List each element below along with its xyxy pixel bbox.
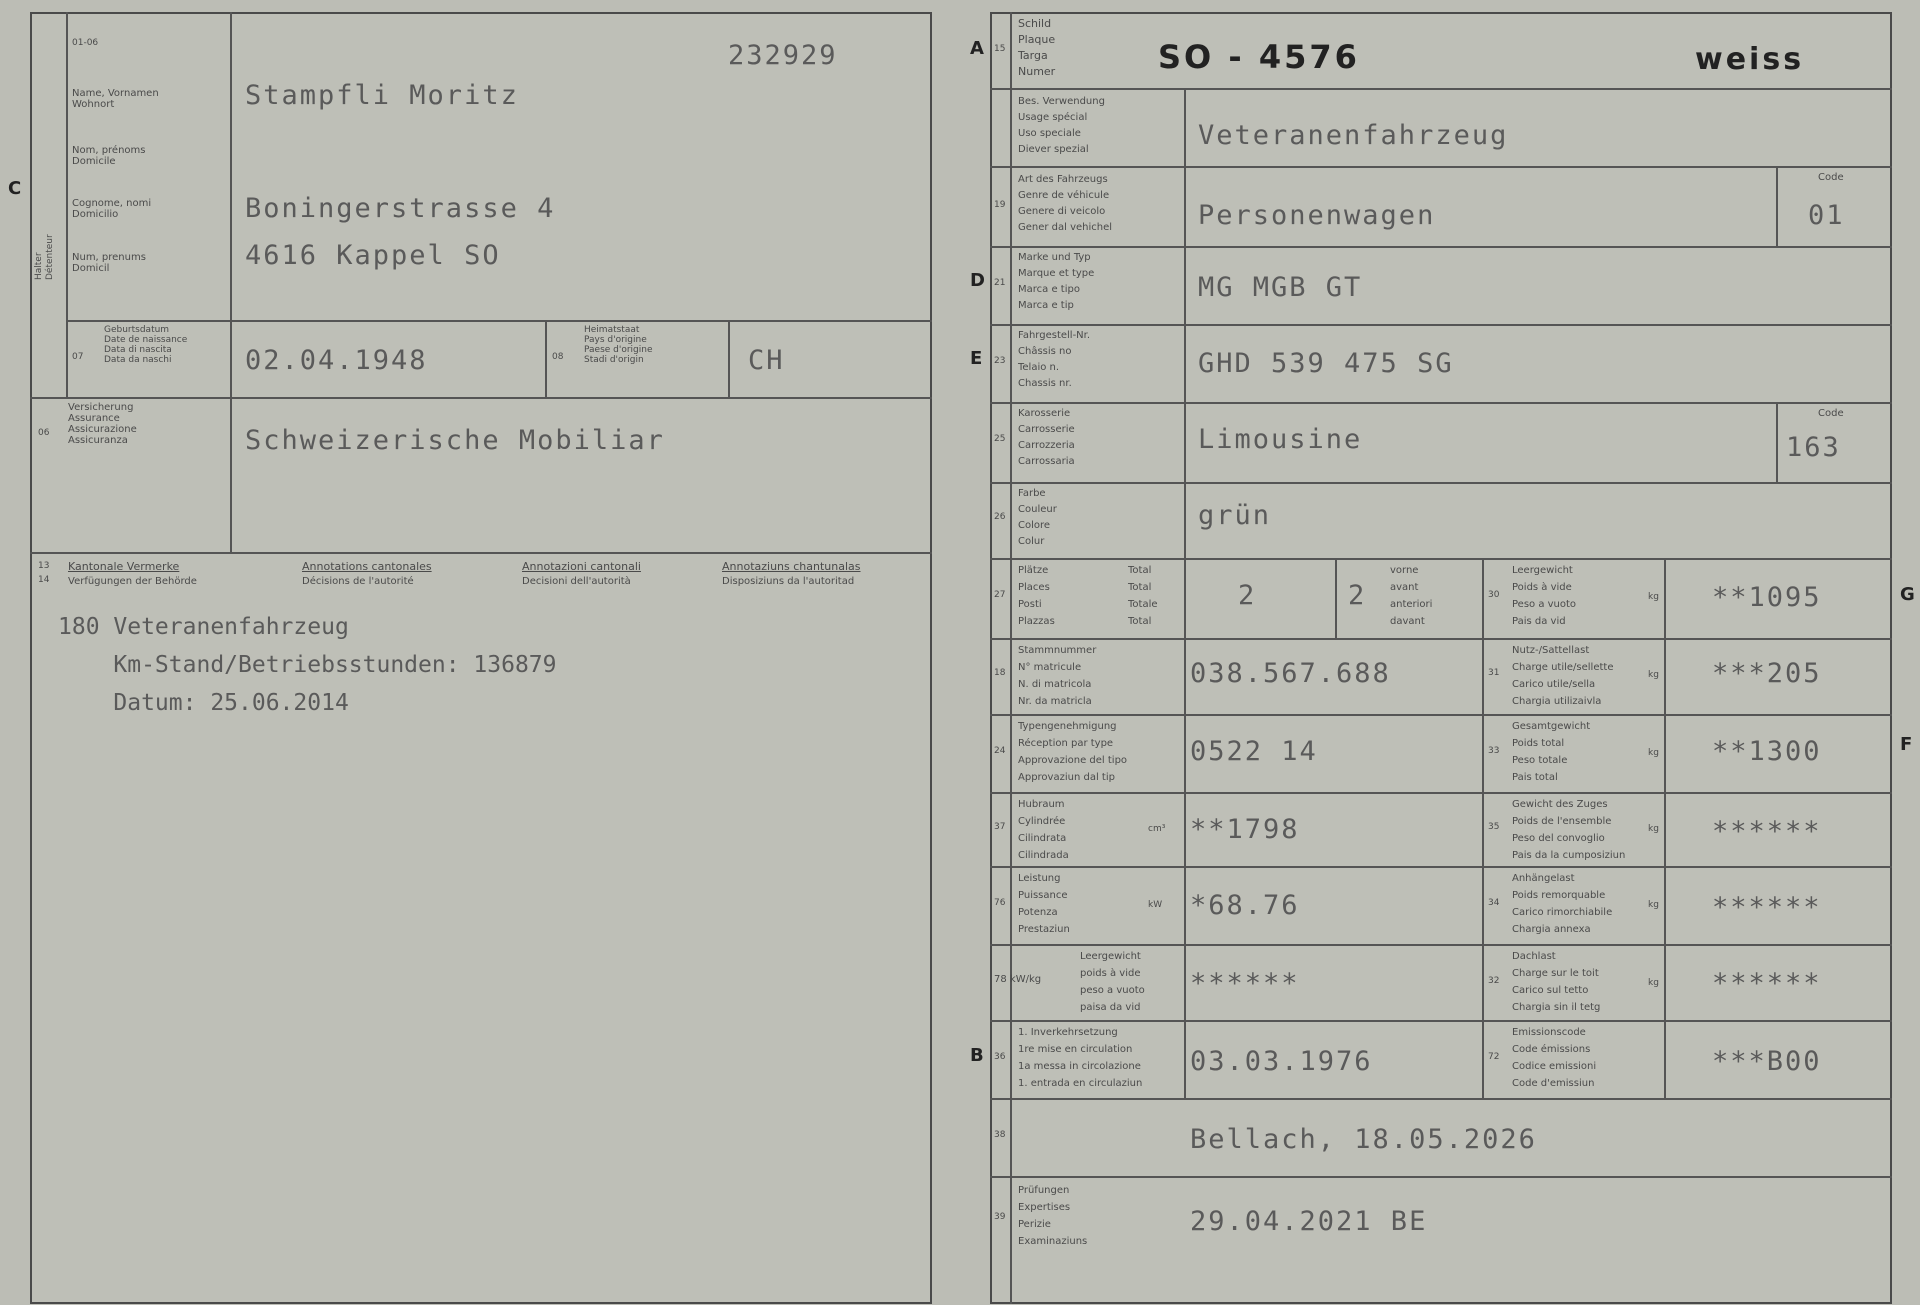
seats-label: Plätze Places Posti Plazzas [1018, 565, 1055, 627]
cantonal-notes-rm: Annotaziuns chantunalas [722, 560, 861, 573]
displacement-label: Hubraum Cylindrée Cilindrata Cilindrada [1018, 799, 1069, 861]
kg-unit-32: kg [1648, 978, 1659, 988]
holder-street: Boningerstrasse 4 [245, 193, 556, 224]
roof-load: ****** [1712, 968, 1822, 999]
first-registration: 03.03.1976 [1190, 1046, 1373, 1077]
holder-name: Stampfli Moritz [245, 80, 519, 111]
label-name-4: Num, prenums Domicil [72, 252, 146, 274]
field-39-number: 39 [994, 1212, 1006, 1222]
field-27-number: 27 [994, 590, 1006, 600]
field-21-number: 21 [994, 278, 1006, 288]
label-name-1: Name, Vornamen Wohnort [72, 88, 159, 110]
kg-unit-31: kg [1648, 670, 1659, 680]
marker-f: F [1900, 734, 1913, 755]
payload-label: Nutz-/Sattellast Charge utile/sellette Carico utile/sella Chargia utilizaivla [1512, 645, 1614, 707]
remark-line-3: Datum: 25.06.2014 [58, 690, 349, 716]
payload: ***205 [1712, 658, 1822, 689]
chassis-label: Fahrgestell-Nr. Châssis no Telaio n. Chassis nr. [1018, 330, 1091, 389]
field-18-number: 18 [994, 668, 1006, 678]
field-06-number: 06 [38, 428, 50, 438]
special-use: Veteranenfahrzeug [1198, 120, 1509, 151]
origin-label: Heimatstaat Pays d'origine Paese d'origine Stadi d'origin [584, 325, 653, 365]
field-23-number: 23 [994, 356, 1006, 366]
cantonal-notes-de: Kantonale Vermerke [68, 560, 180, 573]
vehicle-type-code: 01 [1808, 200, 1845, 231]
field-38-number: 38 [994, 1130, 1006, 1140]
cantonal-notes-it: Annotazioni cantonali [522, 560, 641, 573]
authority-de: Verfügungen der Behörde [68, 576, 197, 587]
field-24-number: 24 [994, 746, 1006, 756]
plate-label: Schild Plaque Targa Numer [1018, 17, 1056, 78]
insurance: Schweizerische Mobiliar [245, 425, 665, 456]
inspection-date: 29.04.2021 BE [1190, 1206, 1428, 1237]
origin: CH [748, 345, 785, 376]
kg-unit-35: kg [1648, 824, 1659, 834]
field-31-number: 31 [1488, 668, 1500, 678]
emission-code-label: Emissionscode Code émissions Codice emissioni Code d'emissiun [1512, 1027, 1597, 1089]
power-ratio-label: 78 kW/kg [994, 974, 1042, 985]
authority-fr: Décisions de l'autorité [302, 576, 414, 587]
plate-color: weiss [1695, 42, 1805, 77]
empty-weight-label: Leergewicht Poids à vide Peso a vuoto Pais da vid [1512, 565, 1577, 627]
type-approval-label: Typengenehmigung Réception par type Approvazione del tipo Approvaziun dal tip [1018, 721, 1128, 783]
displacement: **1798 [1190, 814, 1300, 845]
vehicle-type: Personenwagen [1198, 200, 1436, 231]
inspection-label: Prüfungen Expertises Perizie Examinaziuns [1018, 1185, 1088, 1247]
field-30-number: 30 [1488, 590, 1500, 600]
reg-number-label: Stammnummer N° matricule N. di matricola Nr. da matricla [1018, 645, 1097, 707]
body-type: Limousine [1198, 424, 1363, 455]
vehicle-color: grün [1198, 500, 1272, 531]
marker-g: G [1900, 584, 1915, 605]
special-use-label: Bes. Verwendung Usage spécial Uso speciale Diever spezial [1018, 96, 1105, 155]
tow-load: ****** [1712, 892, 1822, 923]
tow-load-label: Anhängelast Poids remorquable Carico rimorchiabile Chargia annexa [1512, 873, 1613, 935]
total-weight-label: Gesamtgewicht Poids total Peso totale Pais total [1512, 721, 1591, 783]
seats-front-label: vorne avant anteriori davant [1390, 565, 1433, 627]
kg-unit-30: kg [1648, 592, 1659, 602]
kg-unit-33: kg [1648, 748, 1659, 758]
authority-rm: Disposiziuns da l'autoritad [722, 576, 855, 587]
field-15-number: 15 [994, 44, 1006, 54]
authority-it: Decisioni dell'autorità [522, 576, 631, 587]
marker-e: E [970, 348, 983, 369]
make-label: Marke und Typ Marque et type Marca e tipo Marca e tip [1018, 252, 1095, 311]
field-34-number: 34 [1488, 898, 1500, 908]
field-33-number: 33 [1488, 746, 1500, 756]
reg-number: 038.567.688 [1190, 658, 1391, 689]
train-weight: ****** [1712, 816, 1822, 847]
body-code: 163 [1786, 432, 1841, 463]
color-label: Farbe Couleur Colore Colur [1018, 488, 1057, 547]
total-weight: **1300 [1712, 736, 1822, 767]
field-07-number: 07 [72, 352, 84, 362]
insurance-label: Versicherung Assurance Assicurazione Assicuranza [68, 402, 137, 446]
field-76-number: 76 [994, 898, 1006, 908]
holder-label-group: Halter Détenteur [34, 234, 55, 280]
cantonal-notes-fr: Annotations cantonales [302, 560, 432, 573]
type-approval: 0522 14 [1190, 736, 1318, 767]
birth-date-label: Geburtsdatum Date de naissance Data di nascita Data da naschi [104, 325, 188, 365]
cm3-unit: cm³ [1148, 824, 1166, 834]
field-14-number: 14 [38, 575, 50, 585]
holder-city: 4616 Kappel SO [245, 240, 501, 271]
field-32-number: 32 [1488, 976, 1500, 986]
range-label: 01-06 [72, 38, 99, 48]
kg-unit-34: kg [1648, 900, 1659, 910]
marker-d: D [970, 270, 985, 291]
field-72-number: 72 [1488, 1052, 1500, 1062]
kw-unit: kW [1148, 900, 1163, 910]
seats-total: 2 [1238, 580, 1257, 611]
doc-number: 232929 [728, 40, 838, 71]
field-08-number: 08 [552, 352, 564, 362]
power-label: Leistung Puissance Potenza Prestaziun [1018, 873, 1070, 935]
chassis-number: GHD 539 475 SG [1198, 348, 1454, 379]
label-name-2: Nom, prénoms Domicile [72, 145, 146, 167]
label-name-3: Cognome, nomi Domicilio [72, 198, 152, 220]
first-reg-label: 1. Inverkehrsetzung 1re mise en circulation 1a messa in circolazione 1. entrada en circulaziun [1018, 1027, 1143, 1089]
field-19-number: 19 [994, 200, 1006, 210]
field-13-number: 13 [38, 561, 50, 571]
field-37-number: 37 [994, 822, 1006, 832]
train-weight-label: Gewicht des Zuges Poids de l'ensemble Peso del convoglio Pais da la cumposiziun [1512, 799, 1626, 861]
power-ratio: ****** [1190, 968, 1300, 999]
marker-b: B [970, 1045, 984, 1066]
make-model: MG MGB GT [1198, 272, 1363, 303]
marker-c: C [8, 178, 22, 199]
field-25-number: 25 [994, 434, 1006, 444]
power-ratio-sublabel: Leergewicht poids à vide peso a vuoto paisa da vid [1080, 951, 1145, 1013]
body-code-label: Code [1818, 408, 1844, 419]
roof-load-label: Dachlast Charge sur le toit Carico sul tetto Chargia sin il tetg [1512, 951, 1601, 1013]
empty-weight: **1095 [1712, 582, 1822, 613]
vehicle-type-label: Art des Fahrzeugs Genre de véhicule Genere di veicolo Gener dal vehichel [1018, 174, 1113, 233]
issue-place-date: Bellach, 18.05.2026 [1190, 1124, 1537, 1155]
body-label: Karosserie Carrosserie Carrozzeria Carrossaria [1018, 408, 1075, 467]
field-35-number: 35 [1488, 822, 1500, 832]
field-36-number: 36 [994, 1052, 1006, 1062]
remark-line-1: 180 Veteranenfahrzeug [58, 614, 349, 640]
seats-front: 2 [1348, 580, 1367, 611]
vehicle-type-code-label: Code [1818, 172, 1844, 183]
power: *68.76 [1190, 890, 1300, 921]
field-26-number: 26 [994, 512, 1006, 522]
emission-code: ***B00 [1712, 1046, 1822, 1077]
seats-total-label: Total Total Totale Total [1128, 565, 1158, 627]
remark-line-2: Km-Stand/Betriebsstunden: 136879 [58, 652, 557, 678]
plate-number: SO - 4576 [1158, 38, 1360, 76]
birth-date: 02.04.1948 [245, 345, 428, 376]
marker-a: A [970, 38, 984, 59]
